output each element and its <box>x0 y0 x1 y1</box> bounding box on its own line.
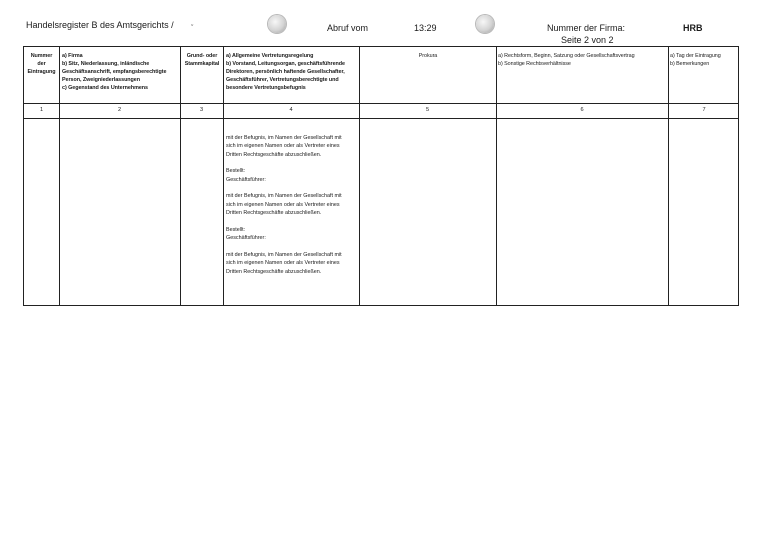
column-divider <box>59 47 60 305</box>
column-header-eintragung: a) Tag der Eintragung b) Bemerkungen <box>670 53 721 67</box>
page-indicator: Seite 2 von 2 <box>561 35 614 45</box>
punch-hole <box>476 15 494 33</box>
geschaeftsfuehrer-label: Geschäftsführer: <box>226 235 266 242</box>
befugnis-text: mit der Befugnis, im Namen der Gesellschaft mit <box>226 251 342 258</box>
befugnis-text: Dritten Rechtsgeschäfte abzuschließen. <box>226 268 322 275</box>
column-header-vertretung: a) Allgemeine Vertretungsregelung b) Vorstand, Leitungsorgan, geschäftsführende Direktoren, persönlich haftende Gesellschafter, Geschäftsführer, Vertretungsberechtigte und besondere Vertretungsbefugnis <box>226 53 345 91</box>
register-title: Handelsregister B des Amtsgerichts / <box>26 20 174 30</box>
column-header-firma: a) Firma b) Sitz, Niederlassung, inländische Geschäftsanschrift, empfangsberechtigte Person, Zweigniederlassungen c) Gegenstand des Unternehmens <box>62 53 167 91</box>
befugnis-text: mit der Befugnis, im Namen der Gesellschaft mit <box>226 135 342 141</box>
vertretung-entry <box>226 134 357 276</box>
punch-hole <box>268 15 286 33</box>
column-number: 4 <box>289 107 293 113</box>
column-header-nummer: Nummer der Eintragung <box>27 53 56 75</box>
befugnis-text: Dritten Rechtsgeschäfte abzuschließen. <box>226 151 322 158</box>
column-number: 2 <box>117 107 122 113</box>
abruf-time: 13:29 <box>414 23 437 33</box>
befugnis-text: sich im eigenen Namen oder als Vertreter eines <box>226 143 340 150</box>
register-table <box>23 46 739 306</box>
column-divider <box>668 47 669 305</box>
column-header-kapital: Grund- oder Stammkapital <box>184 53 220 67</box>
column-divider <box>359 47 360 305</box>
column-divider <box>223 47 224 305</box>
hrb-label: HRB <box>683 23 703 33</box>
column-number: 6 <box>580 107 584 113</box>
column-number: 1 <box>39 107 44 113</box>
column-number: 5 <box>425 107 430 113</box>
column-header-rechtsform: a) Rechtsform, Beginn, Satzung oder Gesellschaftsvertrag b) Sonstige Rechtsverhältnisse <box>498 53 635 67</box>
header-divider <box>24 103 738 104</box>
abruf-label: Abruf vom <box>327 23 369 33</box>
bestellt-label: Bestellt: <box>226 226 246 233</box>
bestellt-label: Bestellt: <box>226 168 246 175</box>
befugnis-text: mit der Befugnis, im Namen der Gesellschaft mit <box>226 193 342 200</box>
column-divider <box>180 47 181 305</box>
number-row-divider <box>24 118 738 119</box>
column-header-prokura: Prokura <box>418 53 438 59</box>
header-mark: ˇ <box>191 25 194 32</box>
column-number: 7 <box>702 107 706 113</box>
geschaeftsfuehrer-label: Geschäftsführer: <box>226 176 266 183</box>
befugnis-text: Dritten Rechtsgeschäfte abzuschließen. <box>226 210 322 217</box>
column-number: 3 <box>199 107 204 113</box>
befugnis-text: sich im eigenen Namen oder als Vertreter eines <box>226 260 340 267</box>
firm-number-label: Nummer der Firma: <box>547 23 626 33</box>
befugnis-text: sich im eigenen Namen oder als Vertreter eines <box>226 201 340 208</box>
column-divider <box>496 47 497 305</box>
